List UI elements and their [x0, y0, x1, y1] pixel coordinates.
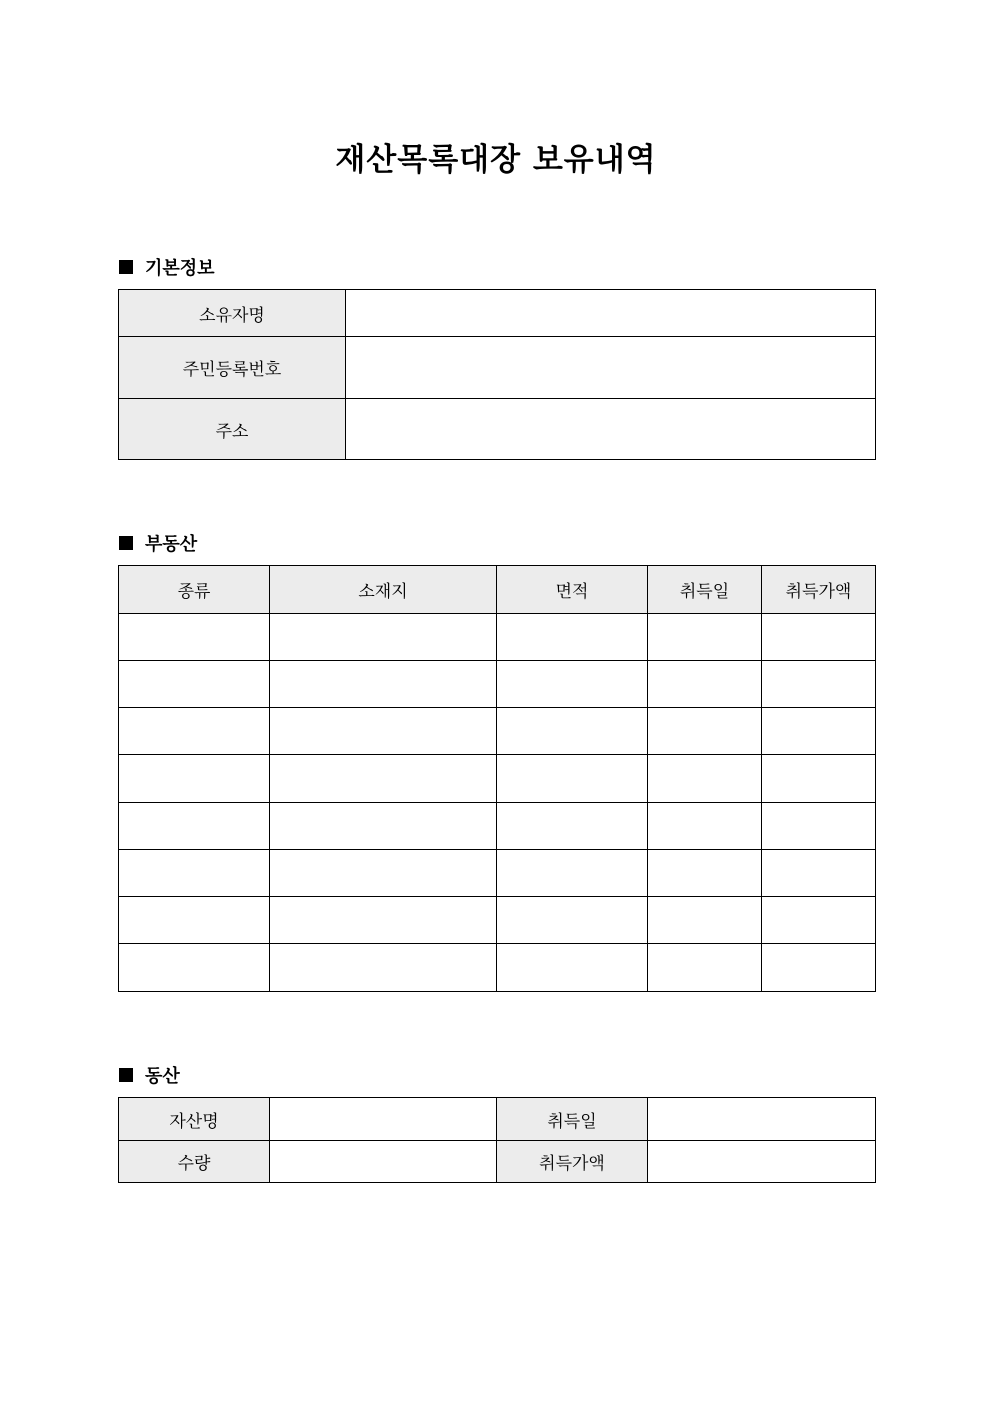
- cell-acquired-price[interactable]: [762, 803, 876, 850]
- address-field[interactable]: [346, 399, 876, 460]
- quantity-label: 수량: [119, 1141, 270, 1183]
- cell-area[interactable]: [497, 661, 648, 708]
- real-estate-table: [118, 565, 876, 992]
- cell-location[interactable]: [270, 755, 497, 803]
- column-header-location: 소재지: [270, 566, 497, 614]
- cell-area[interactable]: [497, 708, 648, 755]
- owner-name-label: 소유자명: [119, 290, 346, 337]
- cell-location[interactable]: [270, 708, 497, 755]
- square-bullet-icon: [119, 1068, 133, 1082]
- cell-acquired-price[interactable]: [762, 944, 876, 992]
- cell-acquired-date[interactable]: [648, 850, 762, 897]
- cell-acquired-date[interactable]: [648, 944, 762, 992]
- cell-location[interactable]: [270, 803, 497, 850]
- basic-info-heading: [119, 254, 215, 280]
- basic-info-row-resident-number: [119, 337, 876, 399]
- cell-area[interactable]: [497, 614, 648, 661]
- basic-info-row-address: [119, 399, 876, 460]
- cell-acquired-date[interactable]: [648, 755, 762, 803]
- table-row: [119, 803, 876, 850]
- square-bullet-icon: [119, 536, 133, 550]
- cell-area[interactable]: [497, 803, 648, 850]
- table-row: [119, 944, 876, 992]
- column-header-area: 면적: [497, 566, 648, 614]
- cell-type[interactable]: [119, 850, 270, 897]
- square-bullet-icon: [119, 260, 133, 274]
- column-header-type: 종류: [119, 566, 270, 614]
- real-estate-heading-label: 부동산: [145, 534, 198, 555]
- cell-acquired-date[interactable]: [648, 803, 762, 850]
- cell-location[interactable]: [270, 944, 497, 992]
- cell-type[interactable]: [119, 661, 270, 708]
- cell-acquired-date[interactable]: [648, 897, 762, 944]
- cell-type[interactable]: [119, 614, 270, 661]
- table-row: [119, 755, 876, 803]
- basic-info-heading-label: 기본정보: [145, 258, 215, 279]
- cell-area[interactable]: [497, 897, 648, 944]
- resident-number-label: 주민등록번호: [119, 337, 346, 399]
- acquired-date-field[interactable]: [648, 1098, 876, 1141]
- cell-type[interactable]: [119, 803, 270, 850]
- cell-acquired-price[interactable]: [762, 850, 876, 897]
- cell-type[interactable]: [119, 755, 270, 803]
- movable-row-1: [119, 1098, 876, 1141]
- cell-area[interactable]: [497, 755, 648, 803]
- table-row: [119, 897, 876, 944]
- acquired-price-label: 취득가액: [497, 1141, 648, 1183]
- movable-row-2: [119, 1141, 876, 1183]
- cell-acquired-date[interactable]: [648, 614, 762, 661]
- cell-acquired-price[interactable]: [762, 897, 876, 944]
- table-row: [119, 708, 876, 755]
- cell-type[interactable]: [119, 708, 270, 755]
- acquired-price-field[interactable]: [648, 1141, 876, 1183]
- basic-info-table: [118, 289, 876, 460]
- asset-name-label: 자산명: [119, 1098, 270, 1141]
- cell-area[interactable]: [497, 850, 648, 897]
- cell-area[interactable]: [497, 944, 648, 992]
- cell-acquired-date[interactable]: [648, 708, 762, 755]
- table-row: [119, 661, 876, 708]
- address-label: 주소: [119, 399, 346, 460]
- acquired-date-label: 취득일: [497, 1098, 648, 1141]
- page-title: 재산목록대장 보유내역: [335, 142, 657, 178]
- column-header-acquired-price: 취득가액: [762, 566, 876, 614]
- cell-location[interactable]: [270, 850, 497, 897]
- basic-info-row-owner: [119, 290, 876, 337]
- table-row: [119, 850, 876, 897]
- owner-name-field[interactable]: [346, 290, 876, 337]
- cell-acquired-price[interactable]: [762, 755, 876, 803]
- cell-location[interactable]: [270, 614, 497, 661]
- cell-acquired-price[interactable]: [762, 614, 876, 661]
- cell-acquired-price[interactable]: [762, 708, 876, 755]
- table-row: [119, 614, 876, 661]
- cell-type[interactable]: [119, 897, 270, 944]
- cell-type[interactable]: [119, 944, 270, 992]
- movable-heading: [119, 1062, 180, 1088]
- cell-location[interactable]: [270, 897, 497, 944]
- cell-acquired-price[interactable]: [762, 661, 876, 708]
- movable-heading-label: 동산: [145, 1066, 180, 1087]
- real-estate-header-row: [119, 566, 876, 614]
- asset-name-field[interactable]: [270, 1098, 497, 1141]
- quantity-field[interactable]: [270, 1141, 497, 1183]
- cell-acquired-date[interactable]: [648, 661, 762, 708]
- movable-table: [118, 1097, 876, 1183]
- column-header-acquired-date: 취득일: [648, 566, 762, 614]
- resident-number-field[interactable]: [346, 337, 876, 399]
- real-estate-heading: [119, 530, 197, 556]
- cell-location[interactable]: [270, 661, 497, 708]
